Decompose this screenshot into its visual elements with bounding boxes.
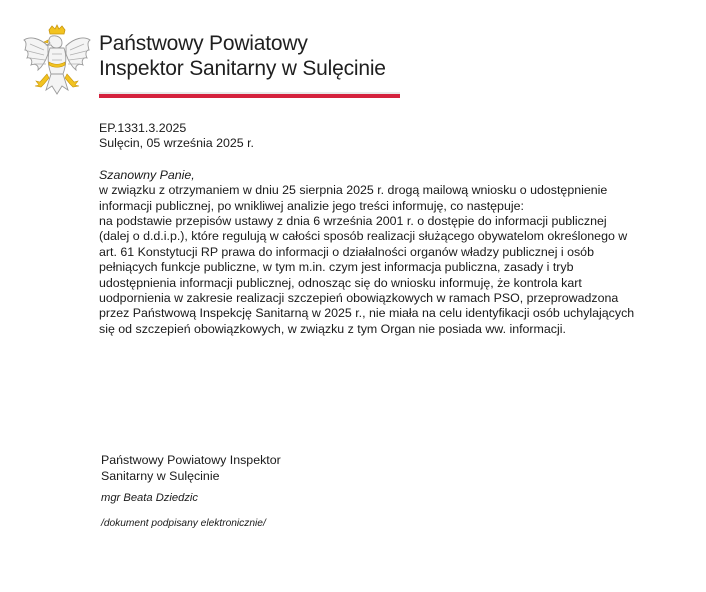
signature-block xyxy=(101,452,421,532)
organization-name-line2: Inspektor Sanitarny w Sulęcinie xyxy=(99,57,386,80)
signatory-title-line2: Sanitarny w Sulęcinie xyxy=(101,469,220,483)
signatory-name: mgr Beata Dziedzic xyxy=(101,492,198,504)
flag-stripe xyxy=(99,92,400,98)
paragraph-intro: w związku z otrzymaniem w dniu 25 sierpnia 2025 r. drogą mailową wniosku o udostępnienie informacji publicznej, po wnikliwej analizie jego treści informuję, co następuje: xyxy=(99,183,608,213)
electronic-signature-note: /dokument podpisany elektronicznie/ xyxy=(101,518,266,529)
reference-number: EP.1331.3.2025 xyxy=(99,121,187,135)
paragraph-main: na podstawie przepisów ustawy z dnia 6 września 2001 r. o dostępie do informacji publicznej (dalej o d.d.i.p.), które regulują w całości sposób realizacji służącego obywatelom określonego w art. 61 Konstytucji RP prawa do informacji o działalności organów władzy publicznej i osób pełniących funkcje publiczne, w tym m.in. czym jest informacja publiczna, zasady i tryb udostępnienia informacji publicznej, odnosząc się do wniosku informuję, że kontrola kart uodpornienia w zakresie realizacji szczepień obowiązkowych w ramach PSO, przeprowadzona przez Państwową Inspekcję Sanitarną w 2025 r., nie miała na celu identyfikacji osób uchylających się od szczepień obowiązkowych, w związku z tym Organ nie posiada ww. informacji. xyxy=(99,214,635,336)
place-and-date: Sulęcin, 05 września 2025 r. xyxy=(99,136,254,151)
white-eagle-emblem-icon xyxy=(22,24,92,98)
flag-stripe-red xyxy=(99,94,400,98)
organization-name xyxy=(99,31,386,81)
signatory-title-line1: Państwowy Powiatowy Inspektor xyxy=(101,453,281,467)
organization-name-line1: Państwowy Powiatowy xyxy=(99,32,308,55)
salutation: Szanowny Panie, xyxy=(99,167,195,182)
letter-body xyxy=(99,121,639,337)
